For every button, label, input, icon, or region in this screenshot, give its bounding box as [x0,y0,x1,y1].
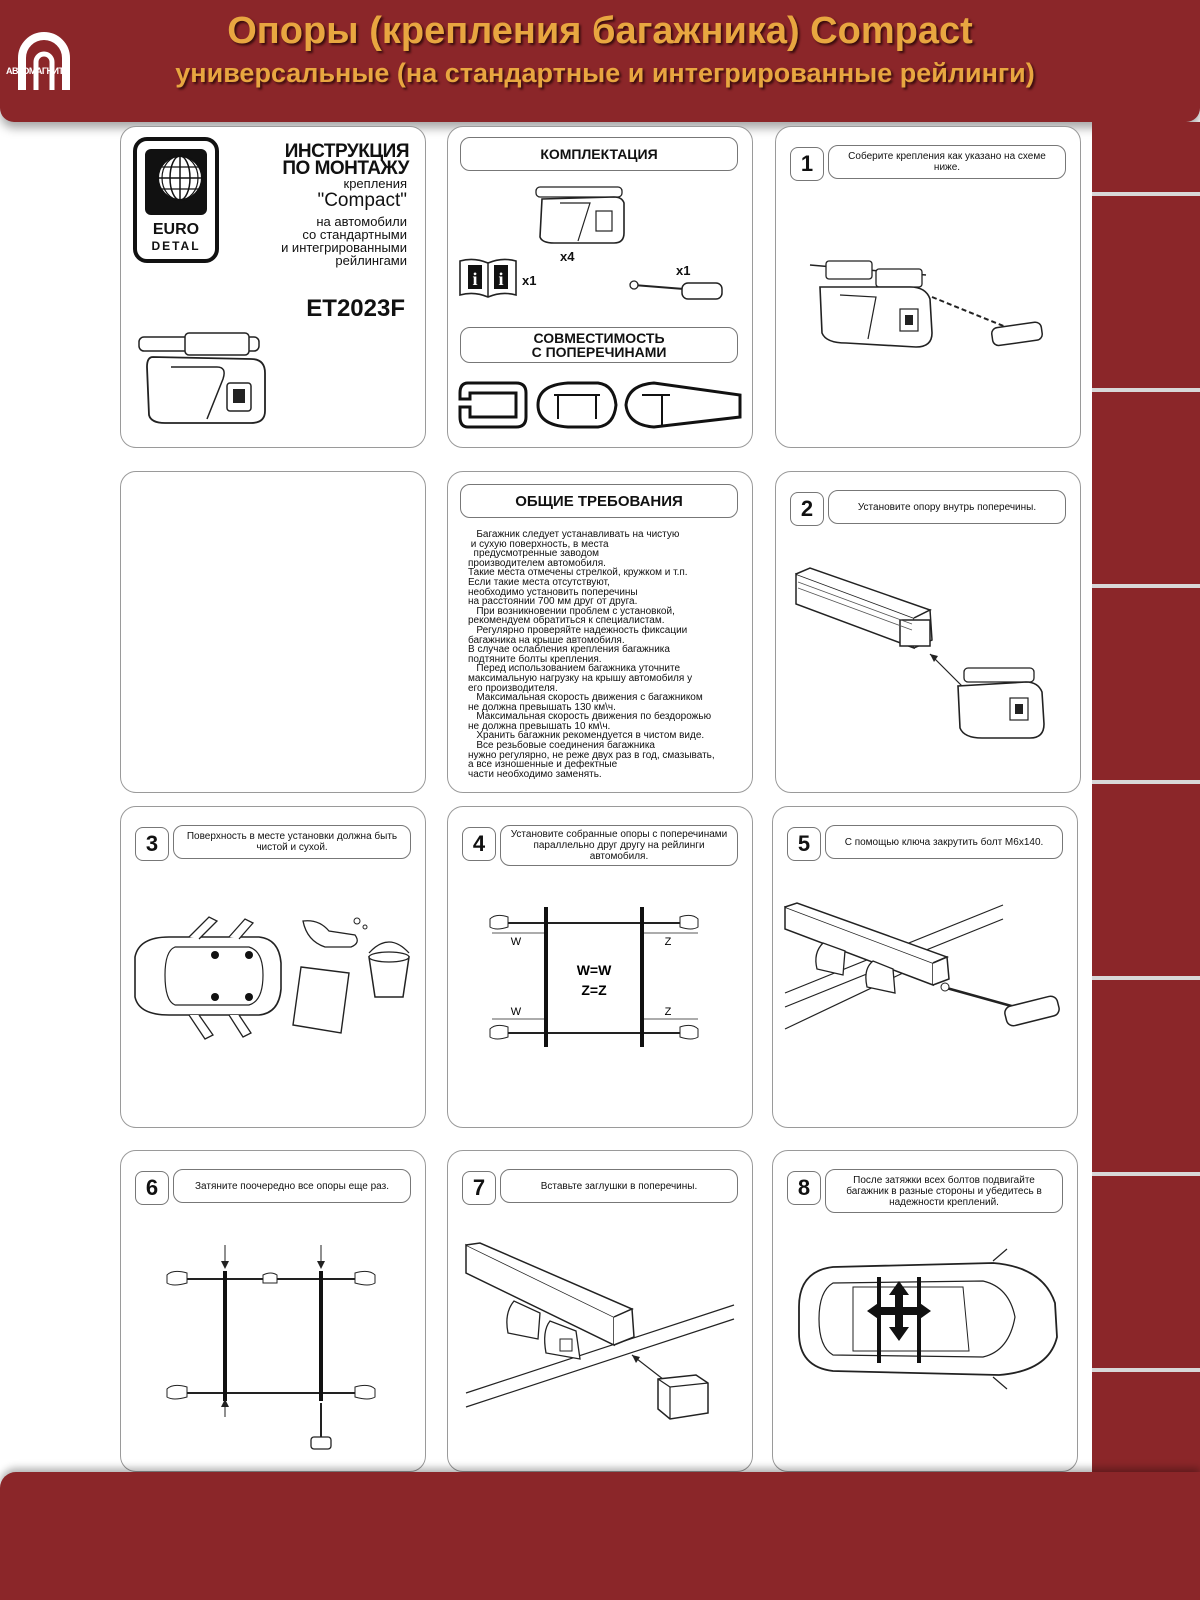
requirement-line: его производителя. [468,682,558,694]
requirement-line: Если такие места отсутствуют, [468,576,610,588]
equation-w: W=W [576,962,612,978]
requirement-line: не должна превышать 10 км\ч. [468,720,611,732]
z-label-bottom: Z [664,1006,672,1018]
requirement-line: производителем автомобиля. [468,557,606,569]
step-instruction: После затяжки всех болтов подвигайте багажник в разные стороны и убедитесь в надежности креплений. [825,1169,1063,1213]
retighten-diagram [165,1241,385,1461]
requirement-line: Хранить багажник рекомендуется в чистом виде. [468,730,705,742]
key-qty: x1 [676,263,691,278]
key-icon [628,277,728,303]
cover-panel: EURO DETAL ИНСТРУКЦИЯ ПО МОНТАЖУ крепления "Compact" на автомобили со стандартными и интегрированными рейлингами ET2023F [120,126,426,448]
footer-band [0,1472,1200,1600]
equation-z: Z=Z [581,982,607,998]
requirement-line: необходимо установить поперечины [468,586,638,598]
manual-qty: x1 [522,273,537,288]
requirement-line: Максимальная скорость движения по бездорожью [468,711,712,723]
z-label-top: Z [664,936,672,948]
end-cap-illustration [464,1243,750,1433]
bolt-tighten-illustration [783,903,1073,1053]
blank-panel [120,471,426,793]
crossbar-insert-illustration [794,568,1064,758]
requirement-line: багажника на крыше автомобиля. [468,634,625,646]
support-qty: x4 [560,249,575,264]
crossbar-profiles-icon [458,377,744,433]
globe-icon [155,153,205,203]
requirement-line: Все резьбовые соединения багажника [468,740,655,752]
kit-header: КОМПЛЕКТАЦИЯ [460,137,738,171]
requirement-line: не должна превышать 130 км\ч. [468,701,616,713]
step-7-panel [447,1150,753,1472]
requirement-line: Максимальная скорость движения с багажником [468,692,703,704]
step-6-panel [120,1150,426,1472]
car-clean-illustration [129,917,419,1057]
header-banner [0,0,1200,122]
w-label-bottom: W [510,1006,522,1018]
requirement-line: Багажник следует устанавливать на чистую [468,529,680,540]
requirement-line: В случае ослабления крепления багажника [468,644,670,656]
step-2-panel [775,471,1081,793]
step-instruction: Соберите крепления как указано на схеме ниже. [828,145,1066,179]
requirement-line: предусмотренные заводом [468,548,600,560]
instruction-title: ИНСТРУКЦИЯ ПО МОНТАЖУ [282,141,409,179]
car-roof-check-illustration [793,1247,1063,1397]
w-label-top: W [510,936,522,948]
requirement-line: При возникновении проблем с установкой, [468,605,675,617]
requirement-line: Такие места отмечены стрелкой, кружком и т.п. [468,567,688,579]
kit-panel [447,126,753,448]
step-1-panel [775,126,1081,448]
requirement-line: Перед использованием багажника уточните [468,663,681,675]
assembly-illustration [806,247,1056,377]
requirement-line: части необходимо заменять. [468,768,602,780]
step-4-panel [447,806,753,1128]
step-instruction: С помощью ключа закрутить болт М6х140. [825,825,1063,859]
step-8-panel [772,1150,1078,1472]
page-subtitle: универсальные (на стандартные и интегрированные рейлинги) [175,58,1035,88]
step-number: 5 [787,827,821,861]
step-instruction: Поверхность в месте установки должна быть чистой и сухой. [173,825,411,859]
parallel-crossbars-diagram [488,903,718,1053]
general-requirements-text [468,530,738,779]
step-instruction: Затяните поочередно все опоры еще раз. [173,1169,411,1203]
right-decor-strip [1092,122,1200,1472]
page-title: Опоры (крепления багажника) Compact [227,10,973,52]
requirement-line: и сухую поверхность, в места [468,538,609,550]
eurodetal-logo: EURO DETAL [133,137,219,263]
svg-text:i: i [472,269,478,289]
step-instruction: Установите собранные опоры с поперечинами параллельно друг другу на рейлинги автомобиля. [500,825,738,866]
requirement-line: максимальную нагрузку на крышу автомобиля у [468,672,693,684]
product-code: ET2023F [306,295,405,322]
requirement-line: нужно регулярно, не реже двух раз в год, смазывать, [468,749,715,761]
logo-text: АВТОМАГНИТ [6,66,64,76]
step-5-panel [772,806,1078,1128]
requirement-line: рекомендуем обратиться к специалистам. [468,615,665,627]
step-instruction: Установите опору внутрь поперечины. [828,490,1066,524]
support-item-icon [530,183,630,245]
compat-header: СОВМЕСТИМОСТЬ С ПОПЕРЕЧИНАМИ [460,327,738,363]
step-number: 8 [787,1171,821,1205]
step-number: 4 [462,827,496,861]
step-number: 3 [135,827,169,861]
svg-text:i: i [498,269,504,289]
requirement-line: а все изношенные и дефектные [468,759,618,771]
step-number: 2 [790,492,824,526]
step-number: 1 [790,147,824,181]
step-instruction: Вставьте заглушки в поперечины. [500,1169,738,1203]
step-3-panel [120,806,426,1128]
requirement-line: на расстоянии 700 мм друг от друга. [468,596,638,608]
product-name: "Compact" [317,190,407,211]
manual-icon [458,255,520,299]
roof-support-illustration [131,327,271,427]
requirement-line: подтяните болты крепления. [468,653,602,665]
step-number: 6 [135,1171,169,1205]
general-requirements-panel [447,471,753,793]
general-header: ОБЩИЕ ТРЕБОВАНИЯ [460,484,738,518]
step-number: 7 [462,1171,496,1205]
requirement-line: Регулярно проверяйте надежность фиксации [468,624,688,636]
